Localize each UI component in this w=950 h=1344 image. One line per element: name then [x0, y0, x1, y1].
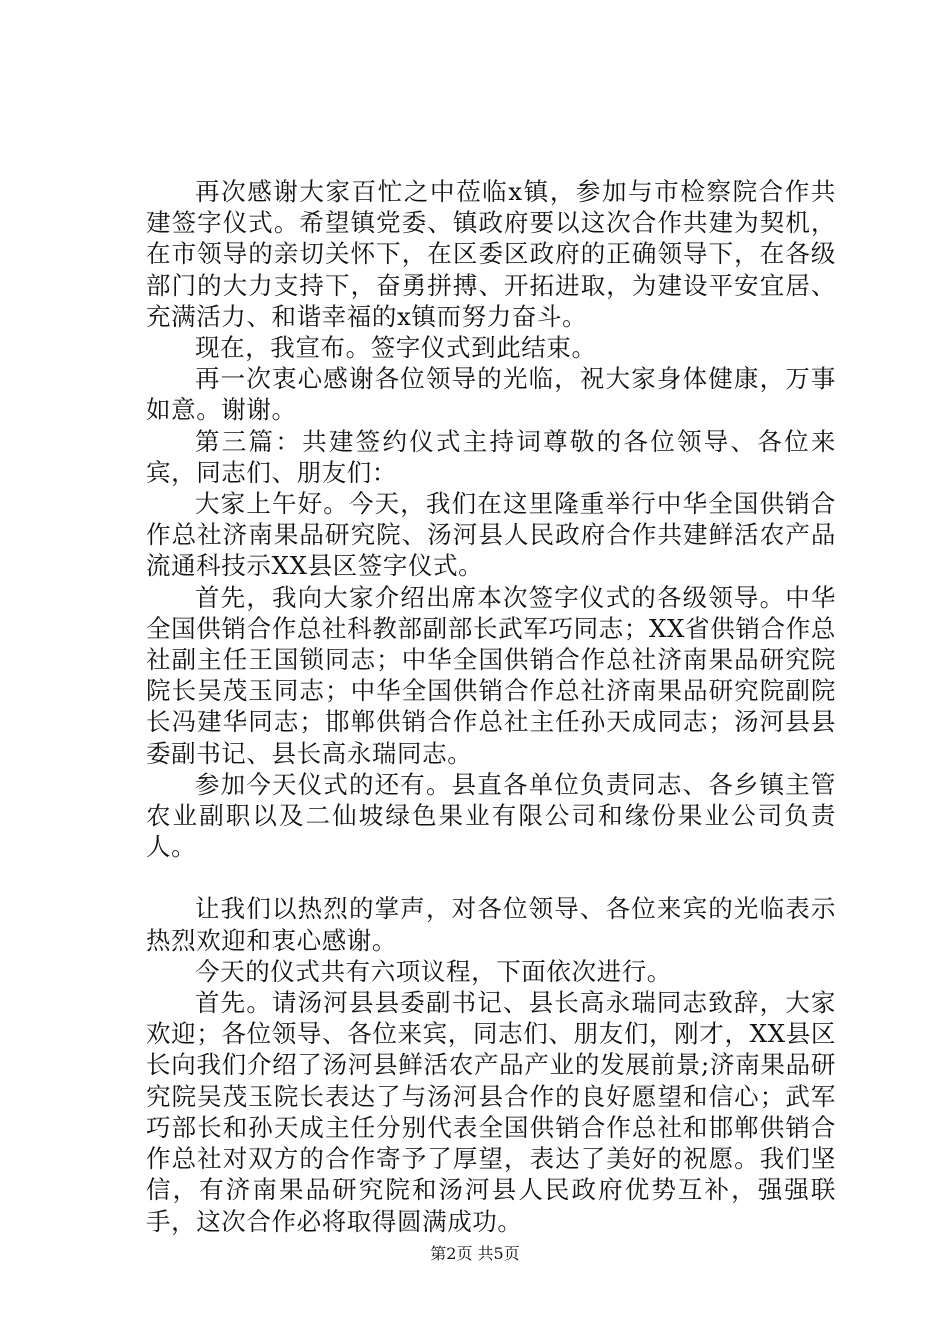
paragraph-greeting: 大家上午好。今天，我们在这里隆重举行中华全国供销合作总社济南果品研究院、汤河县人民政府合作共建鲜活农产品流通科技示XX县区签字仪式。 — [146, 489, 836, 581]
paragraph-leaders-intro: 首先，我向大家介绍出席本次签字仪式的各级领导。中华全国供销合作总社科教部副部长武军巧同志；XX省供销合作总社副主任王国锁同志；中华全国供销合作总社济南果品研究院院长吴茂玉同志；中华全国供销合作总社济南果品研究院副院长冯建华同志；邯郸供销合作总社主任孙天成同志；汤河县县委副书记、县长高永瑞同志。 — [146, 582, 836, 768]
paragraph-spacer — [146, 862, 836, 893]
paragraph-section-three-title: 第三篇：共建签约仪式主持词尊敬的各位领导、各位来宾，同志们、朋友们： — [146, 426, 836, 487]
page-number: 第2页 共5页 — [430, 1244, 520, 1263]
paragraph-applause: 让我们以热烈的掌声，对各位领导、各位来宾的光临表示热烈欢迎和衷心感谢。 — [146, 894, 836, 955]
paragraph-ceremony-end: 现在，我宣布。签字仪式到此结束。 — [195, 333, 597, 363]
paragraph-attendees: 参加今天仪式的还有。县直各单位负责同志、各乡镇主管农业副职以及二仙坡绿色果业有限公司和缘份果业公司负责人。 — [146, 769, 836, 862]
paragraph-agenda: 今天的仪式共有六项议程，下面依次进行。 — [195, 956, 672, 986]
paragraph-final-thanks: 再一次衷心感谢各位领导的光临，祝大家身体健康，万事如意。谢谢。 — [146, 364, 836, 425]
document-body — [146, 176, 836, 1237]
paragraph-closing-thanks: 再次感谢大家百忙之中莅临x镇，参加与市检察院合作共建签字仪式。希望镇党委、镇政府要以这次合作共建为契机，在市领导的亲切关怀下，在区委区政府的正确领导下，在各级部门的大力支持下，奋勇拼搏、开拓进取，为建设平安宜居、充满活力、和谐幸福的x镇而努力奋斗。 — [146, 177, 836, 331]
paragraph-speech: 首先。请汤河县县委副书记、县长高永瑞同志致辞，大家欢迎；各位领导、各位来宾，同志们、朋友们，刚才，XX县区长向我们介绍了汤河县鲜活农产品产业的发展前景;济南果品研究院吴茂玉院长表达了与汤河县合作的良好愿望和信心；武军巧部长和孙天成主任分别代表全国供销合作总社和邯郸供销合作总社对双方的合作寄予了厚望，表达了美好的祝愿。我们坚信，有济南果品研究院和汤河县人民政府优势互补，强强联手，这次合作必将取得圆满成功。 — [146, 988, 836, 1236]
